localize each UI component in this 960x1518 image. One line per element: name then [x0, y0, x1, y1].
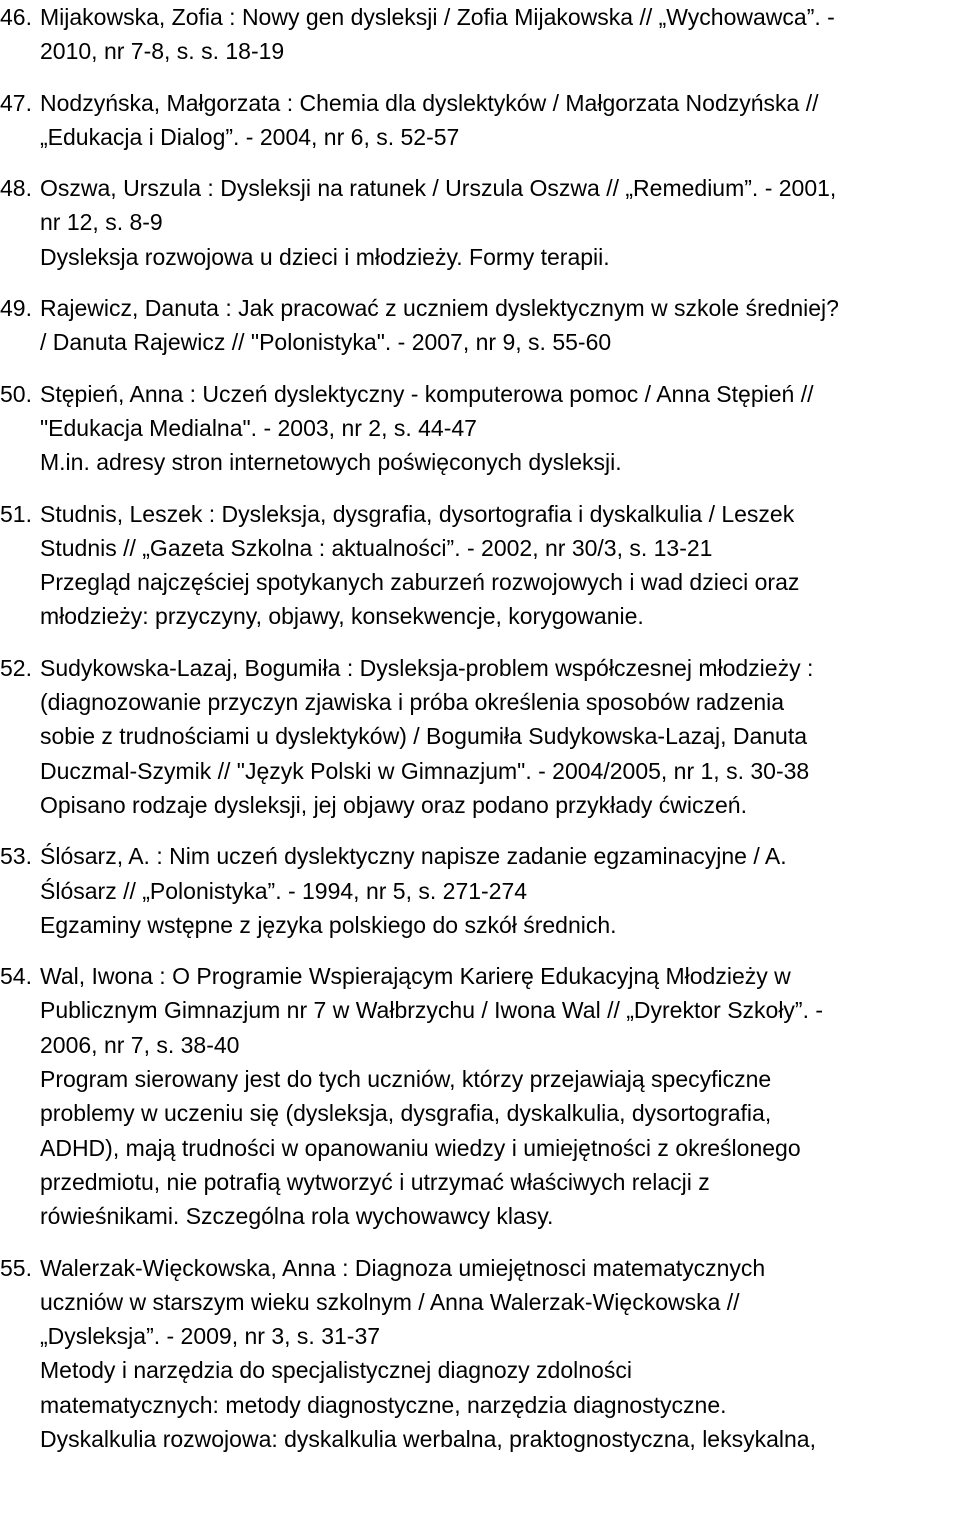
entry-annotation: rówieśnikami. Szczególna rola wychowawcy klasy. [40, 1203, 554, 1230]
entry-line: Rajewicz, Danuta : Jak pracować z uczniem dyslektycznym w szkole średniej? [40, 295, 839, 322]
bibliography-entry-46 [0, 0, 960, 69]
entry-line: Nodzyńska, Małgorzata : Chemia dla dyslektyków / Małgorzata Nodzyńska // [40, 89, 819, 116]
entry-line: Ślósarz // „Polonistyka”. - 1994, nr 5, s. 271-274 [40, 877, 528, 904]
bibliography-entry-52 [0, 651, 960, 822]
entry-line: 2010, nr 7-8, s. s. 18-19 [40, 38, 285, 65]
entry-number: 51. [0, 500, 32, 527]
entry-line: Mijakowska, Zofia : Nowy gen dysleksji / Zofia Mijakowska // „Wychowawca”. - [40, 4, 835, 30]
entry-number: 55. [0, 1254, 32, 1281]
entry-line: Duczmal-Szymik // "Język Polski w Gimnazjum". - 2004/2005, nr 1, s. 30-38 [40, 757, 810, 784]
bibliography-entry-51 [0, 497, 960, 634]
entry-annotation: Dyskalkulia rozwojowa: dyskalkulia werbalna, praktognostyczna, leksykalna, [40, 1425, 816, 1452]
entry-line: Ślósarz, A. : Nim uczeń dyslektyczny napisze zadanie egzaminacyjne / A. [40, 843, 787, 870]
bibliography-entry-53 [0, 839, 960, 942]
entry-annotation: Przegląd najczęściej spotykanych zaburzeń rozwojowych i wad dzieci oraz [40, 569, 800, 596]
entry-number: 49. [0, 295, 32, 322]
entry-line: Studnis, Leszek : Dysleksja, dysgrafia, dysortografia i dyskalkulia / Leszek [40, 500, 795, 527]
entry-number: 46. [0, 4, 32, 30]
entry-line: / Danuta Rajewicz // "Polonistyka". - 2007, nr 9, s. 55-60 [40, 329, 612, 356]
entry-line: Stępień, Anna : Uczeń dyslektyczny - komputerowa pomoc / Anna Stępień // [40, 380, 814, 407]
entry-annotation: ADHD), mają trudności w opanowaniu wiedzy i umiejętności z określonego [40, 1134, 801, 1161]
entry-annotation: problemy w uczeniu się (dysleksja, dysgrafia, dyskalkulia, dysortografia, [40, 1100, 772, 1127]
bibliography-entry-55 [0, 1251, 960, 1457]
entry-number: 54. [0, 963, 32, 990]
entry-annotation: Egzaminy wstępne z języka polskiego do szkół średnich. [40, 911, 617, 938]
entry-line: nr 12, s. 8-9 [40, 209, 163, 236]
entry-line: „Dysleksja”. - 2009, nr 3, s. 31-37 [40, 1323, 381, 1350]
entry-line: uczniów w starszym wieku szkolnym / Anna Walerzak-Więckowska // [40, 1288, 740, 1315]
entry-line: Walerzak-Więckowska, Anna : Diagnoza umiejętnosci matematycznych [40, 1254, 766, 1281]
entry-line: "Edukacja Medialna". - 2003, nr 2, s. 44-47 [40, 414, 477, 441]
entry-annotation: matematycznych: metody diagnostyczne, narzędzia diagnostyczne. [40, 1391, 727, 1418]
entry-annotation: Metody i narzędzia do specjalistycznej diagnozy zdolności [40, 1357, 632, 1384]
entry-line: „Edukacja i Dialog”. - 2004, nr 6, s. 52-57 [40, 123, 460, 150]
entry-line: (diagnozowanie przyczyn zjawiska i próba określenia sposobów radzenia [40, 689, 785, 716]
entry-number: 48. [0, 175, 32, 202]
entry-number: 52. [0, 654, 32, 681]
bibliography-entry-49 [0, 291, 960, 360]
bibliography-entry-47 [0, 86, 960, 155]
entry-number: 53. [0, 843, 32, 870]
entry-annotation: Opisano rodzaje dysleksji, jej objawy oraz podano przykłady ćwiczeń. [40, 791, 747, 818]
entry-number: 47. [0, 89, 32, 116]
entry-line: sobie z trudnościami u dyslektyków) / Bogumiła Sudykowska-Lazaj, Danuta [40, 723, 808, 750]
bibliography-entry-48 [0, 171, 960, 274]
entry-line: Sudykowska-Lazaj, Bogumiła : Dysleksja-problem współczesnej młodzieży : [40, 654, 814, 681]
entry-annotation: młodzieży: przyczyny, objawy, konsekwencje, korygowanie. [40, 603, 644, 630]
entry-annotation: M.in. adresy stron internetowych poświęconych dysleksji. [40, 449, 622, 476]
entry-line: Publicznym Gimnazjum nr 7 w Wałbrzychu / Iwona Wal // „Dyrektor Szkoły”. - [40, 997, 824, 1024]
bibliography-entry-54 [0, 959, 960, 1233]
entry-line: Oszwa, Urszula : Dysleksji na ratunek / Urszula Oszwa // „Remedium”. - 2001, [40, 175, 837, 202]
bibliography-entry-50 [0, 377, 960, 480]
entry-annotation: przedmiotu, nie potrafią wytworzyć i utrzymać właściwych relacji z [40, 1168, 710, 1195]
entry-number: 50. [0, 380, 32, 407]
entry-annotation: Dysleksja rozwojowa u dzieci i młodzieży. Formy terapii. [40, 243, 610, 270]
entry-line: Studnis // „Gazeta Szkolna : aktualności”. - 2002, nr 30/3, s. 13-21 [40, 534, 713, 561]
entry-annotation: Program sierowany jest do tych uczniów, którzy przejawiają specyficzne [40, 1066, 772, 1093]
entry-line: 2006, nr 7, s. 38-40 [40, 1031, 240, 1058]
entry-line: Wal, Iwona : O Programie Wspierającym Karierę Edukacyjną Młodzieży w [40, 963, 791, 990]
